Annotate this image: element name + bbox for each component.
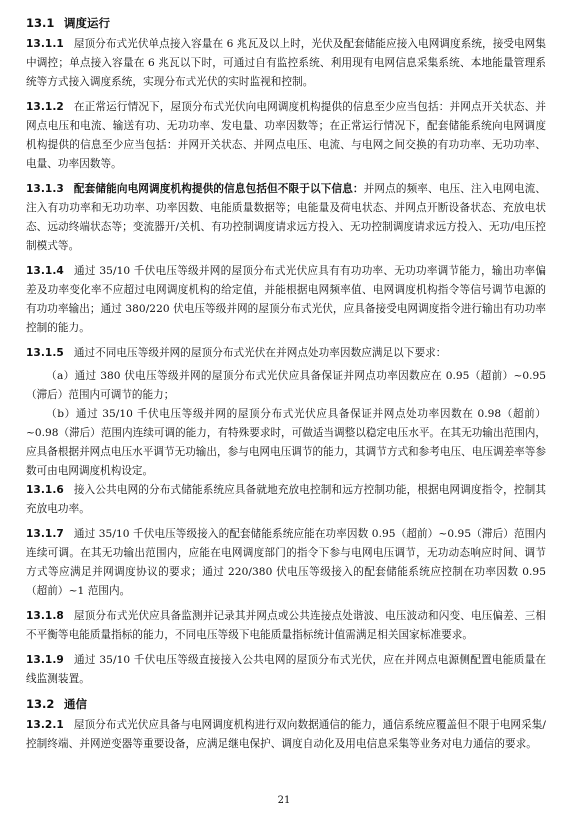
- clause-13-1-1: [26, 35, 546, 92]
- document-page: [26, 14, 546, 760]
- clause-number: 13.1.3: [26, 183, 64, 195]
- clause-text: 在正常运行情况下，屋顶分布式光伏向电网调度机构提供的信息至少应当包括：并网点开关状态、并网点电压和电流、输送有功、无功功率、发电量、功率因数等；在正常运行情况下，配套储能系统向电网调度机构提供的信息至少应当包括：并网开关状态、并网点电压、电流、与电网之间交换的有功功率、无功功率、电量、功率因数等。: [26, 101, 546, 170]
- page-number: 21: [277, 795, 291, 806]
- clause-number: 13.1.5: [26, 347, 64, 359]
- section-number: 13.2: [26, 697, 55, 711]
- clause-number: 13.1.7: [26, 528, 64, 540]
- clause-number: 13.1.6: [26, 484, 64, 496]
- clause-number: 13.1.2: [26, 101, 64, 113]
- clause-13-1-6: [26, 481, 546, 519]
- clause-13-1-7: [26, 525, 546, 601]
- clause-text: 屋顶分布式光伏应具备监测并记录其并网点或公共连接点处谐波、电压波动和闪变、电压偏差、三相不平衡等电能质量指标的能力，不同电压等级下电能质量指标统计值需满足相关国家标准要求。: [26, 610, 546, 641]
- section-title: 通信: [64, 697, 87, 711]
- clause-13-2-1: [26, 716, 546, 754]
- clause-number: 13.1.1: [26, 38, 64, 50]
- clause-13-1-5-item-b: （b）通过 35/10 千伏电压等级并网的屋顶分布式光伏应具备保证并网点处功率因数在 0.98（超前）~0.98（滞后）范围内连续可调的能力，有特殊要求时，可做适当调整以稳定电压水平。在其无功输出范围内，应具备根据并网点电压水平调节无功输出，参与电网电压调节的能力，其调节方式和参考电压、电压调差率等参数可由电网调度机构设定。: [26, 408, 546, 477]
- clause-13-1-5: [26, 344, 546, 363]
- clause-number: 13.1.9: [26, 654, 64, 666]
- clause-text: 屋顶分布式光伏应具备与电网调度机构进行双向数据通信的能力，通信系统应覆盖但不限于电网采集/控制终端、并网逆变器等重要设备，应满足继电保护、调度自动化及用电信息采集等业务对电力通信的要求。: [26, 719, 546, 750]
- clause-13-1-5-item-a: （a）通过 380 伏电压等级并网的屋顶分布式光伏应具备保证并网点功率因数应在 0.95（超前）~0.95（滞后）范围内可调节的能力；: [26, 370, 546, 401]
- clause-text: 通过 35/10 千伏电压等级接入的配套储能系统应能在功率因数 0.95（超前）~0.95（滞后）范围内连续可调。在其无功输出范围内，应能在电网调度部门的指令下参与电网电压调节，无功动态响应时间、调节方式等应满足并网调度协议的要求；通过 220/380 伏电压等级接入的配套储能系统应控制在功率因数 0.95（超前）~1 范围内。: [26, 528, 546, 597]
- clause-lead-text: 配套储能向电网调度机构提供的信息包括但不限于以下信息：: [73, 183, 364, 195]
- clause-text: 并网点的频率、电压、注入电网电流、注入有功功率和无功功率、功率因数、电能质量数据等；电能量及荷电状态、并网点开断设备状态、充放电状态、远动终端状态等；变流器开/关机、有功控制调度请求远方投入、无功控制调度请求远方投入、无功/电压控制模式等。: [26, 183, 546, 252]
- clause-text: 屋顶分布式光伏单点接入容量在 6 兆瓦及以上时，光伏及配套储能应接入电网调度系统，接受电网集中调控；单点接入容量在 6 兆瓦以下时，可通过自有监控系统、利用现有电网信息采集系统、本地能量管理系统等方式接入调度系统，实现分布式光伏的实时监视和控制。: [26, 38, 546, 88]
- clause-text: 通过不同电压等级并网的屋顶分布式光伏在并网点处功率因数应满足以下要求：: [73, 347, 447, 359]
- clause-number: 13.1.8: [26, 610, 64, 622]
- clause-text: 通过 35/10 千伏电压等级并网的屋顶分布式光伏应具有有功功率、无功功率调节能力，输出功率偏差及功率变化率不应超过电网调度机构的给定值，并能根据电网频率值、电网调度机构指令等信号调节电源的有功功率输出；通过 380/220 伏电压等级并网的屋顶分布式光伏，应具备接受电网调度指令进行输出有功功率控制的能力。: [26, 265, 546, 334]
- clause-text: 接入公共电网的分布式储能系统应具备就地充放电控制和远方控制功能，根据电网调度指令，控制其充放电功率。: [26, 484, 546, 515]
- section-heading-13-2: [26, 695, 546, 713]
- clause-13-1-8: [26, 607, 546, 645]
- clause-13-1-2: [26, 98, 546, 174]
- clause-13-1-3: [26, 180, 546, 256]
- section-number: 13.1: [26, 16, 55, 30]
- clause-13-1-4: [26, 262, 546, 338]
- section-heading-13-1: [26, 14, 546, 32]
- clause-13-1-9: [26, 651, 546, 689]
- clause-text: 通过 35/10 千伏电压等级直接接入公共电网的屋顶分布式光伏，应在并网点电源侧配置电能质量在线监测装置。: [26, 654, 546, 685]
- clause-number: 13.2.1: [26, 719, 64, 731]
- clause-number: 13.1.4: [26, 265, 64, 277]
- section-title: 调度运行: [64, 16, 110, 30]
